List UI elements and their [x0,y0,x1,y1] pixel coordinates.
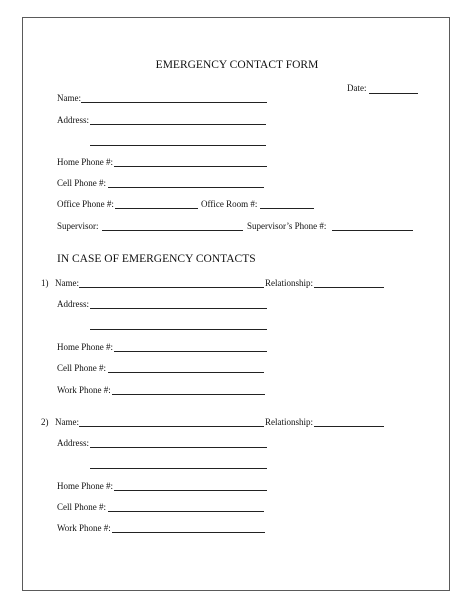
contact-1-work-phone-field[interactable] [112,394,265,395]
date-field[interactable] [369,93,418,94]
contact-1-address-label: Address: [57,299,89,309]
contact-2-number: 2) [41,417,49,427]
contact-2-work-phone-field[interactable] [112,532,265,533]
contact-1-home-phone-label: Home Phone #: [57,342,113,352]
name-label: Name: [57,93,81,103]
contact-2-cell-phone-field[interactable] [108,511,264,512]
cell-phone-label: Cell Phone #: [57,178,106,188]
contact-1-cell-phone-label: Cell Phone #: [57,363,106,373]
contact-1-relationship-label: Relationship: [265,278,313,288]
contact-1-name-label: Name: [55,278,79,288]
contact-2-home-phone-field[interactable] [114,490,267,491]
supervisor-field[interactable] [102,230,243,231]
contact-2-relationship-field[interactable] [314,426,384,427]
contact-2-address-field-line-1[interactable] [90,447,267,448]
contact-2-cell-phone-label: Cell Phone #: [57,502,106,512]
contact-1-address-field-line-1[interactable] [90,308,267,309]
supervisor-phone-field[interactable] [332,230,413,231]
home-phone-label: Home Phone #: [57,157,113,167]
address-label: Address: [57,115,89,125]
address-field-line-2[interactable] [90,145,266,146]
contact-1-address-field-line-2[interactable] [90,329,267,330]
contact-2-name-field[interactable] [79,426,264,427]
contact-2-name-label: Name: [55,417,79,427]
office-room-field[interactable] [260,208,314,209]
emergency-section-title: IN CASE OF EMERGENCY CONTACTS [57,253,256,265]
office-phone-label: Office Phone #: [57,199,114,209]
contact-1-cell-phone-field[interactable] [108,372,264,373]
home-phone-field[interactable] [114,166,267,167]
contact-1-number: 1) [41,278,49,288]
supervisor-phone-label: Supervisor’s Phone #: [247,221,327,231]
contact-2-address-field-line-2[interactable] [90,468,267,469]
contact-1-home-phone-field[interactable] [114,351,267,352]
office-phone-field[interactable] [115,208,198,209]
form-title: EMERGENCY CONTACT FORM [155,59,319,71]
office-room-label: Office Room #: [201,199,258,209]
contact-1-relationship-field[interactable] [314,287,384,288]
contact-2-relationship-label: Relationship: [265,417,313,427]
date-label: Date: [347,83,367,93]
contact-2-address-label: Address: [57,438,89,448]
supervisor-label: Supervisor: [57,221,99,231]
name-field[interactable] [81,102,267,103]
contact-1-name-field[interactable] [79,287,264,288]
contact-1-work-phone-label: Work Phone #: [57,385,111,395]
cell-phone-field[interactable] [108,187,264,188]
address-field-line-1[interactable] [90,124,266,125]
contact-2-work-phone-label: Work Phone #: [57,523,111,533]
contact-2-home-phone-label: Home Phone #: [57,481,113,491]
